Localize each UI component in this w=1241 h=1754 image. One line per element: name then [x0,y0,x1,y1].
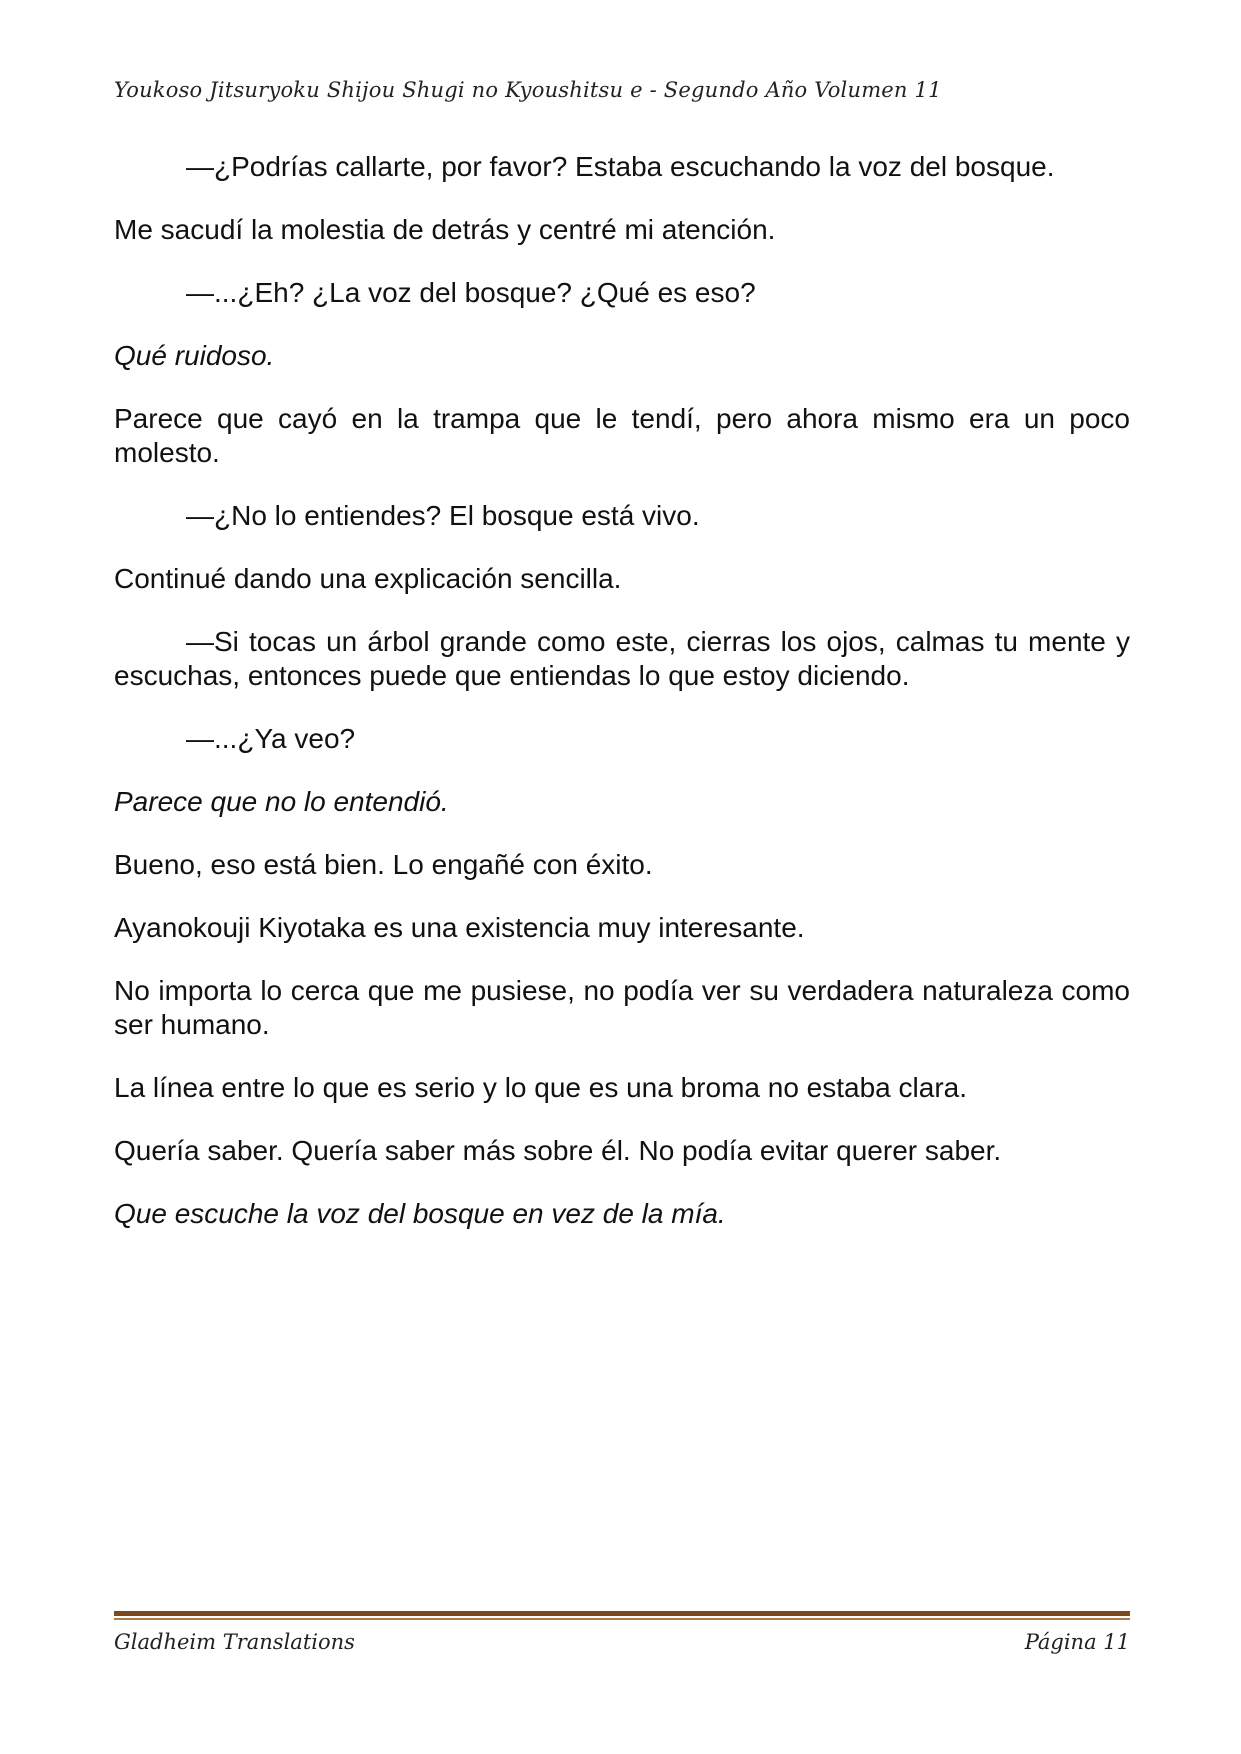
paragraph-3: —...¿Eh? ¿La voz del bosque? ¿Qué es eso? [186,277,756,308]
footer-divider-thick [114,1611,1130,1616]
paragraph-1: —¿Podrías callarte, por favor? Estaba escuchando la voz del bosque. [186,151,1055,182]
paragraph-11: Bueno, eso está bien. Lo engañé con éxito. [114,849,653,880]
running-header: Youkoso Jitsuryoku Shijou Shugi no Kyoushitsu e - Segundo Año Volumen 11 [114,78,942,102]
paragraph-15: Quería saber. Quería saber más sobre él. No podía evitar querer saber. [114,1135,1002,1166]
footer-credit: Gladheim Translations [114,1630,355,1654]
paragraph-14: La línea entre lo que es serio y lo que es una broma no estaba clara. [114,1072,967,1103]
paragraph-7: Continué dando una explicación sencilla. [114,563,622,594]
paragraph-9: —...¿Ya veo? [186,723,356,754]
paragraph-13: No importa lo cerca que me pusiese, no podía ver su verdadera naturaleza como ser humano. [114,975,1130,1040]
footer-divider [114,1611,1130,1620]
paragraph-2: Me sacudí la molestia de detrás y centré mi atención. [114,214,776,245]
paragraph-16: Que escuche la voz del bosque en vez de la mía. [114,1198,726,1229]
paragraph-12: Ayanokouji Kiyotaka es una existencia muy interesante. [114,912,805,943]
paragraph-4: Qué ruidoso. [114,340,275,371]
page-number: Página 11 [1024,1630,1130,1654]
paragraph-6: —¿No lo entiendes? El bosque está vivo. [186,500,700,531]
paragraph-8: —Si tocas un árbol grande como este, cierras los ojos, calmas tu mente y escuchas, entonces puede que entiendas lo que estoy diciendo. [114,626,1130,691]
page-body [114,150,1130,1260]
paragraph-5: Parece que cayó en la trampa que le tendí, pero ahora mismo era un poco molesto. [114,403,1130,468]
footer-divider-thin [114,1618,1130,1620]
paragraph-10: Parece que no lo entendió. [114,786,449,817]
